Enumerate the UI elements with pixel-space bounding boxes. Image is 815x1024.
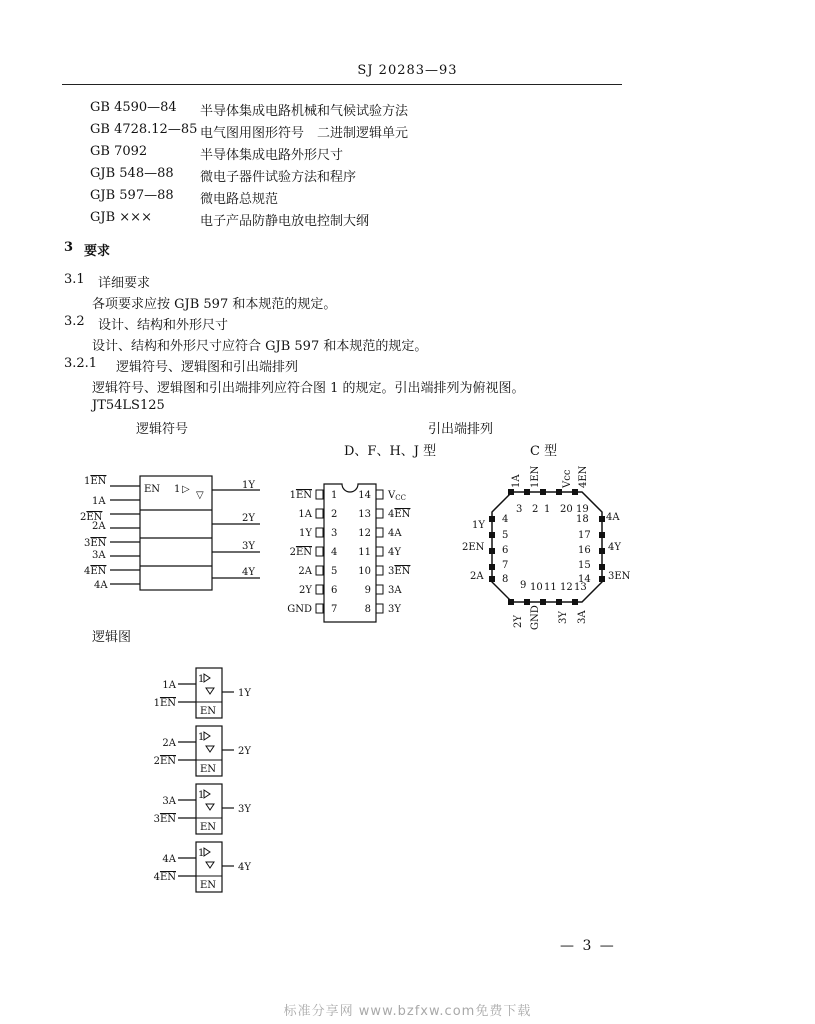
gate-output-label: 1Y [238,688,251,699]
c-pin-label: GND [530,605,541,630]
ref-title: 微电子器件试验方法和程序 [200,170,357,185]
section-3-1-body: 各项要求应按 GJB 597 和本规范的规定。 [92,297,337,312]
gate-input-label: 1A [162,680,176,691]
dip-pin-pad [376,528,383,537]
c-pin-number: 18 [576,514,589,525]
doc-header: SJ 20283—93 [357,63,458,78]
c-pin-number: 10 [530,582,543,593]
c-pin-number: 16 [578,545,591,556]
dip-pin-label: GND [287,604,312,615]
c-pin-number: 7 [502,560,509,571]
gate-input-label: 4A [162,854,176,865]
pinout-title: 引出端排列 [428,422,494,437]
ref-title: 半导体集成电路机械和气候试验方法 [200,104,409,119]
dip-pin-label: 4Y [388,547,401,558]
c-package [452,458,652,648]
c-pin-label: 4Y [608,542,621,553]
dip-pin-label: 1A [298,509,312,520]
dip-pin-number: 2 [331,509,338,520]
gate-enable-label: 3EN [153,814,176,825]
c-pin-number: 19 [576,504,589,515]
dip-pin-pad [376,490,383,499]
symbol-one-label: 1 [174,484,181,495]
c-pin-number: 14 [578,574,591,585]
gate-one-label: 1 [198,674,205,685]
header-rule [62,84,622,85]
dip-pin-pad [316,585,323,594]
dip-pin-number: 13 [358,509,371,520]
section-3-number: 3 [64,240,74,255]
dip-pin-number: 9 [364,585,371,596]
dip-pin-label: 4A [388,528,402,539]
logic-diagram-title: 逻辑图 [92,630,132,645]
dip-package [284,478,424,628]
c-pin-number: 11 [544,582,557,593]
dip-pin-number: 3 [331,528,338,539]
dip-pin-number: 10 [358,566,371,577]
gate-en-label: EN [200,706,217,717]
section-3-2-title: 设计、结构和外形尺寸 [98,318,229,333]
section-3-2-1-number: 3.2.1 [64,356,98,371]
section-3-1-number: 3.1 [64,272,85,287]
c-pin-label: 1A [511,474,522,488]
logic-symbol-title: 逻辑符号 [136,422,189,437]
dip-pin-pad [316,490,323,499]
dip-pin-label: 2EN [289,547,312,558]
c-pin-number: 20 [560,504,573,515]
ref-title: 半导体集成电路外形尺寸 [200,148,344,163]
gate-en-label: EN [200,880,217,891]
dip-pin-pad [376,604,383,613]
dip-pin-number: 7 [331,604,338,615]
buffer-gate [154,784,252,834]
gate-enable-label: 4EN [153,872,176,883]
c-pin-number: 2 [532,504,539,515]
c-pin-number: 15 [578,560,591,571]
ref-code: GB 7092 [90,144,148,159]
dip-pin-label: 3Y [388,604,401,615]
gate-one-label: 1 [198,848,205,859]
gate-en-label: EN [200,764,217,775]
symbol-input-label: 4EN [84,566,107,577]
dip-pin-pad [376,509,383,518]
ref-title: 电子产品防静电放电控制大纲 [200,214,370,229]
dip-pin-number: 11 [358,547,371,558]
c-pin-number: 9 [520,580,527,591]
logic-diagram [140,664,280,904]
dip-pin-label: 1EN [289,490,312,501]
gate-enable-label: 2EN [153,756,176,767]
symbol-output-label: 4Y [242,567,255,578]
dip-pin-pad [376,547,383,556]
c-pin-label: 2A [470,571,484,582]
section-3-1-title: 详细要求 [98,276,151,291]
dip-pin-pad [316,528,323,537]
dip-pin-number: 6 [331,585,338,596]
dip-pin-number: 5 [331,566,338,577]
dip-pin-pad [376,566,383,575]
c-pin-number: 4 [502,514,509,525]
symbol-output-label: 3Y [242,541,255,552]
gate-output-label: 2Y [238,746,251,757]
dip-pin-number: 14 [358,490,371,501]
symbol-input-label: 1A [92,496,106,507]
dip-pin-number: 1 [331,490,338,501]
gate-one-label: 1 [198,732,205,743]
c-pin-number: 3 [516,504,523,515]
dip-package-title: D、F、H、J 型 [344,444,437,459]
c-pin-label: 1EN [530,465,541,488]
dip-pin-label: 3A [388,585,402,596]
section-3-2-number: 3.2 [64,314,85,329]
c-pin-number: 8 [502,574,509,585]
c-pin-number: 12 [560,582,573,593]
c-pin-number: 13 [574,582,587,593]
gate-output-label: 4Y [238,862,251,873]
ref-code: GB 4728.12—85 [90,122,198,137]
gate-en-label: EN [200,822,217,833]
page-number: — 3 — [560,938,616,954]
dip-pin-label: $V_{CC}$ [388,490,406,502]
footer-watermark: 标准分享网 www.bzfxw.com免费下载 [283,1004,532,1019]
symbol-input-label: 4A [94,580,108,591]
gate-one-label: 1 [198,790,205,801]
ref-title: 微电路总规范 [200,192,279,207]
ref-code: GB 4590—84 [90,100,177,115]
dip-pin-pad [316,566,323,575]
symbol-output-label: 1Y [242,480,255,491]
c-pin-label: 2Y [513,615,524,628]
ref-code: GJB 597—88 [90,188,174,203]
section-3-2-1-title: 逻辑符号、逻辑图和引出端排列 [116,360,299,375]
gate-input-label: 3A [162,796,176,807]
section-3-2-body: 设计、结构和外形尺寸应符合 GJB 597 和本规范的规定。 [92,339,428,354]
symbol-input-label: 3EN [84,538,107,549]
c-pin-label: 3Y [558,611,569,624]
symbol-input-label: 2A [92,521,106,532]
ref-title: 电气图用图形符号 二进制逻辑单元 [200,126,409,141]
ref-code: GJB ××× [90,210,152,225]
c-pin-number: 5 [502,530,509,541]
dip-pin-label: 3EN [388,566,411,577]
c-pin-number: 6 [502,545,509,556]
symbol-input-label: 2EN [80,512,103,523]
symbol-input-label: 3A [92,550,106,561]
section-3-2-1-body: 逻辑符号、逻辑图和引出端排列应符合图 1 的规定。引出端排列为俯视图。 [92,381,525,396]
buffer-gate [154,842,252,892]
dip-pin-pad [316,547,323,556]
dip-pin-pad [316,509,323,518]
c-pin-label: 3A [577,610,588,624]
dip-pin-pad [316,604,323,613]
dip-pin-number: 12 [358,528,371,539]
symbol-input-label: 1EN [84,476,107,487]
dip-pin-label: 2A [298,566,312,577]
symbol-en-label: EN [144,484,161,495]
logic-symbol [70,466,270,596]
c-package-title: C 型 [530,444,558,459]
dip-pin-label: 2Y [299,585,312,596]
buffer-gate [154,668,252,718]
symbol-output-mark: ▽ [196,490,204,501]
c-pin-label: 4A [606,512,620,523]
buffer-gate [154,726,252,776]
section-3-title: 要求 [84,244,111,259]
c-pin-label: Vcc [562,469,573,488]
gate-enable-label: 1EN [153,698,176,709]
dip-pin-pad [376,585,383,594]
ref-code: GJB 548—88 [90,166,174,181]
dip-pin-number: 8 [364,604,371,615]
symbol-output-label: 2Y [242,513,255,524]
c-pin-number: 17 [578,530,591,541]
dip-pin-label: 4EN [388,509,411,520]
gate-input-label: 2A [162,738,176,749]
c-pin-label: 1Y [472,520,485,531]
c-pin-label: 4EN [578,465,589,488]
c-pin-number: 1 [544,504,551,515]
c-pin-label: 3EN [608,571,631,582]
gate-output-label: 3Y [238,804,251,815]
dip-pin-label: 1Y [299,528,312,539]
dip-pin-number: 4 [331,547,338,558]
c-pin-label: 2EN [462,542,485,553]
symbol-buffer-mark: ▷ [182,484,190,495]
device-name: JT54LS125 [92,398,165,413]
